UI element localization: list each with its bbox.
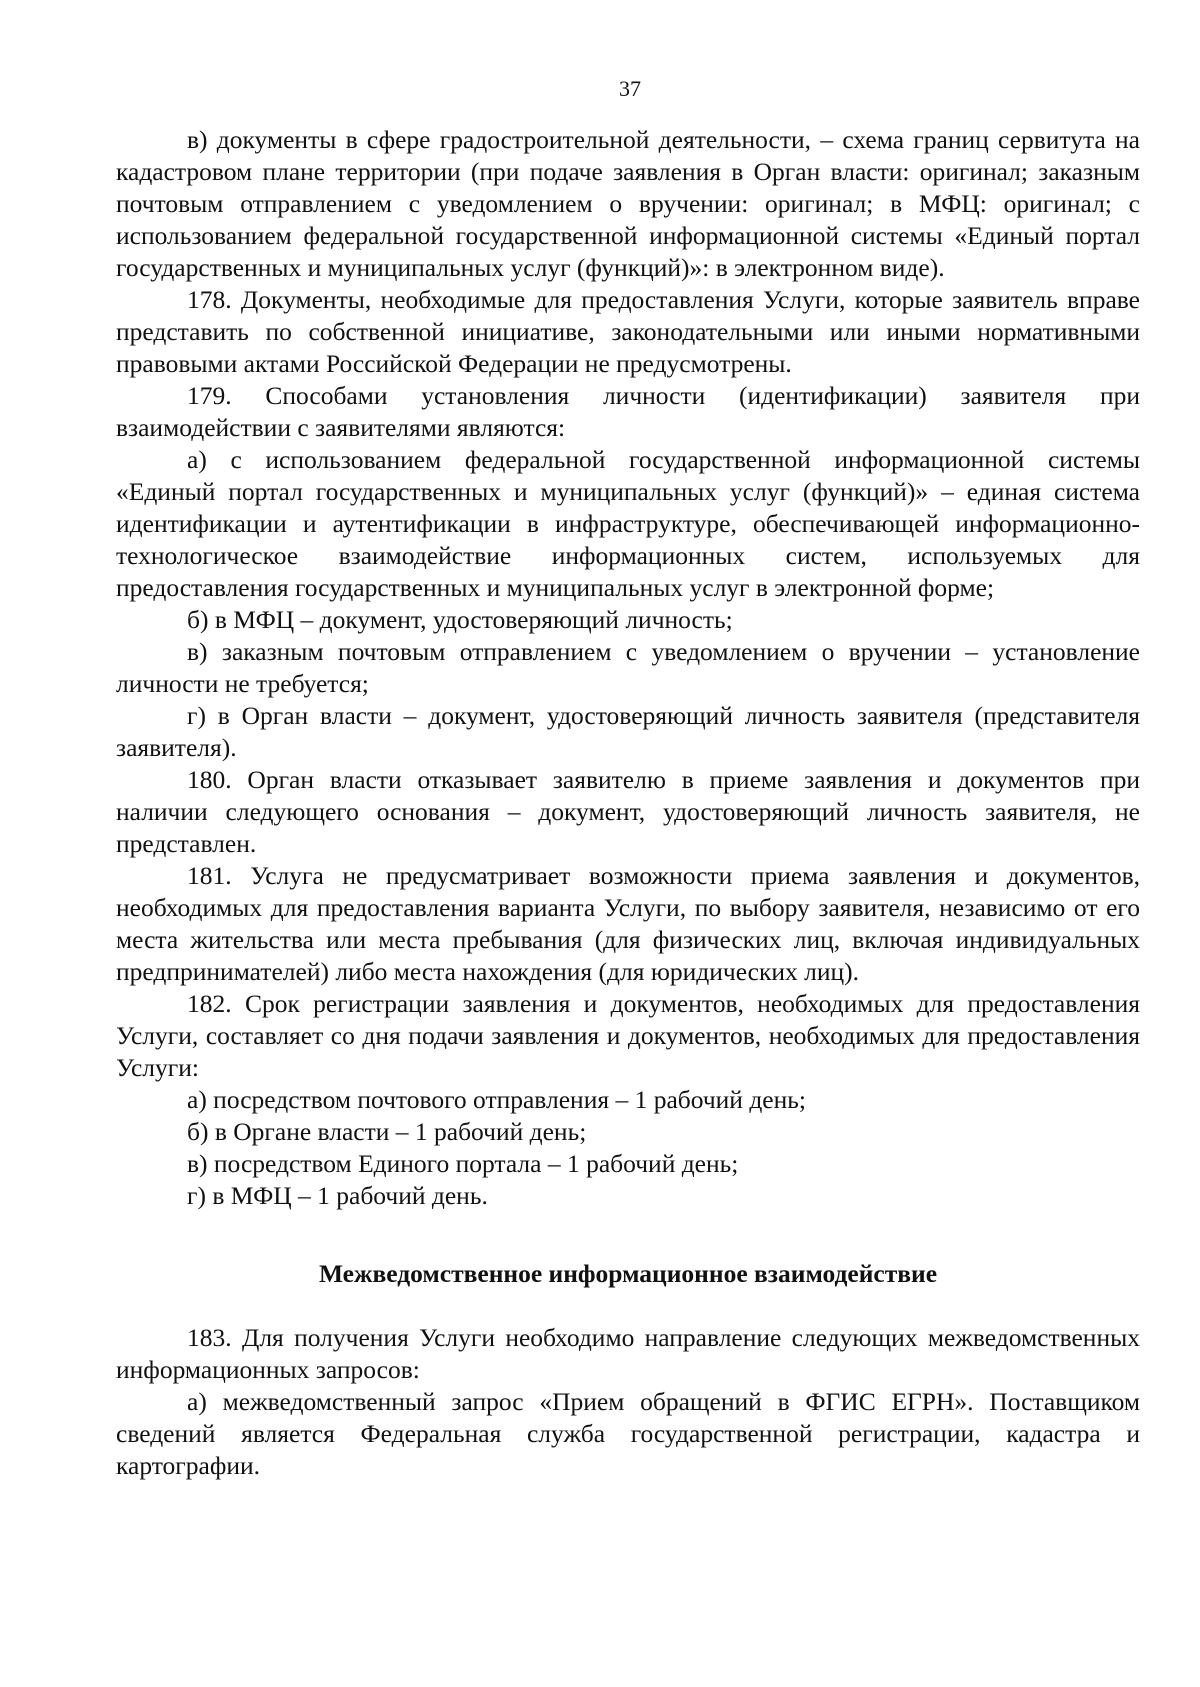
paragraph-182-g: г) в МФЦ – 1 рабочий день. [187,1181,488,1210]
paragraph-182: 182. Срок регистрации заявления и документов, необходимых для предоставления Услуги, составляет со дня подачи заявления и документов, необходимых для предоставления Услуги: [116,989,1140,1082]
paragraph-179-g: г) в Орган власти – документ, удостоверяющий личность заявителя (представителя заявителя). [116,701,1140,762]
paragraph-180: 180. Орган власти отказывает заявителю в приеме заявления и документов при наличии следующего основания – документ, удостоверяющий личность заявителя, не представлен. [116,765,1140,858]
paragraph-179-b: б) в МФЦ – документ, удостоверяющий личность; [187,605,733,634]
document-body [116,124,1140,1482]
paragraph-179: 179. Способами установления личности (идентификации) заявителя при взаимодействии с заявителями являются: [116,381,1140,442]
paragraph-181: 181. Услуга не предусматривает возможности приема заявления и документов, необходимых для предоставления варианта Услуги, по выбору заявителя, независимо от его места жительства или места пребывания (для физических лиц, включая индивидуальных предпринимателей) либо места нахождения (для юридических лиц). [116,861,1140,986]
paragraph-178: 178. Документы, необходимые для предоставления Услуги, которые заявитель вправе представить по собственной инициативе, законодательными или иными нормативными правовыми актами Российской Федерации не предусмотрены. [116,285,1140,378]
paragraph-179-a: а) с использованием федеральной государственной информационной системы «Единый портал государственных и муниципальных услуг (функций)» – единая система идентификации и аутентификации в инфраструктуре, обеспечивающей информационно-технологическое взаимодействие информационных систем, используемых для предоставления государственных и муниципальных услуг в электронной форме; [116,445,1140,602]
paragraph-item-v-documents: в) документы в сфере градостроительной деятельности, – схема границ сервитута на кадастровом плане территории (при подаче заявления в Орган власти: оригинал; заказным почтовым отправлением с уведомлением о вручении: оригинал; в МФЦ: оригинал; с использованием федеральной государственной информационной системы «Единый портал государственных и муниципальных услуг (функций)»: в электронном виде). [116,125,1140,282]
page-number: 37 [619,76,641,101]
paragraph-182-b: б) в Органе власти – 1 рабочий день; [187,1117,587,1146]
paragraph-179-v: в) заказным почтовым отправлением с уведомлением о вручении – установление личности не требуется; [116,637,1140,698]
paragraph-183: 183. Для получения Услуги необходимо направление следующих межведомственных информационных запросов: [116,1323,1140,1384]
section-heading: Межведомственное информационное взаимодействие [318,1259,938,1288]
paragraph-183-a: а) межведомственный запрос «Прием обращений в ФГИС ЕГРН». Поставщиком сведений является Федеральная служба государственной регистрации, кадастра и картографии. [116,1387,1140,1480]
paragraph-182-a: а) посредством почтового отправления – 1 рабочий день; [187,1085,806,1114]
paragraph-182-v: в) посредством Единого портала – 1 рабочий день; [187,1149,739,1178]
